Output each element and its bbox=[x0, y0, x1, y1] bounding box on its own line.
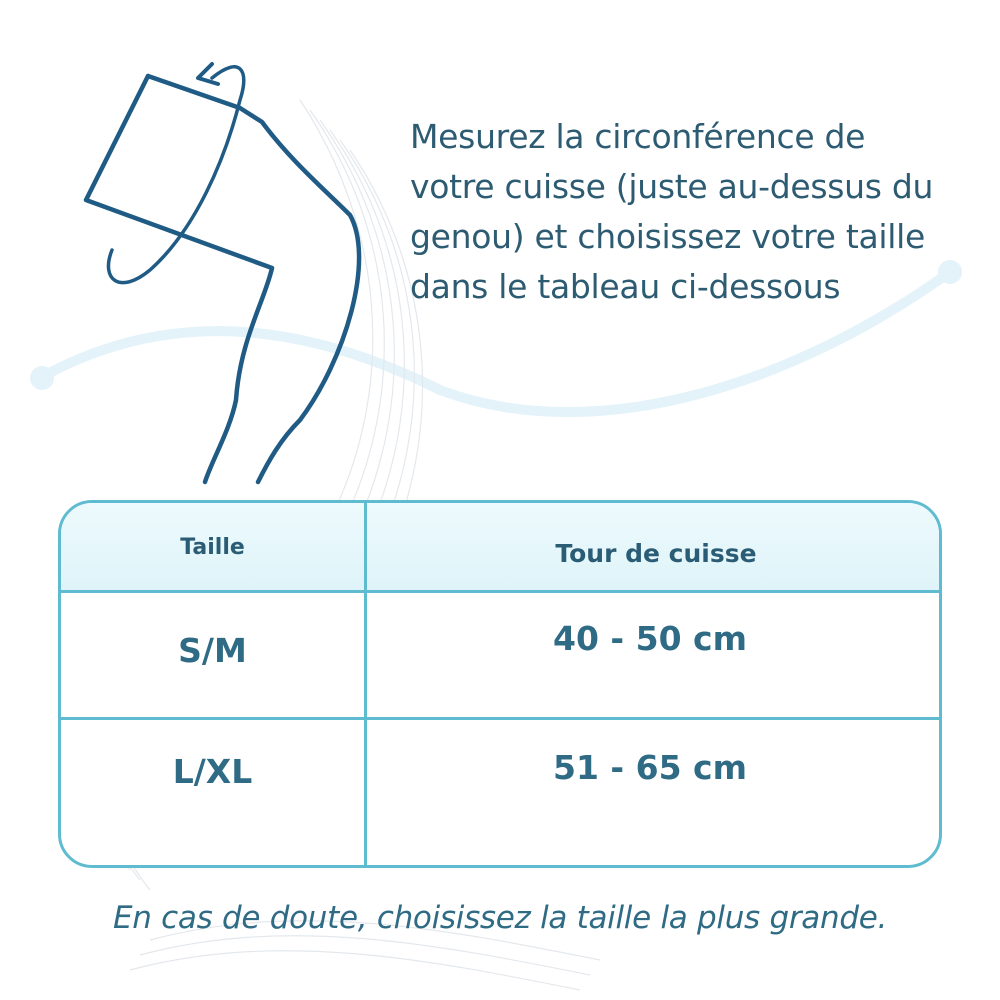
thigh-cell: 40 - 50 cm bbox=[553, 619, 747, 658]
glow-dot-left bbox=[30, 366, 54, 390]
leg-outline-icon bbox=[86, 76, 359, 482]
instruction-line: dans le tableau ci-dessous bbox=[410, 267, 841, 306]
column-divider bbox=[364, 503, 367, 865]
size-cell: S/M bbox=[178, 631, 247, 670]
table-row bbox=[61, 593, 939, 720]
header-size: Taille bbox=[180, 535, 245, 560]
table-row bbox=[61, 720, 939, 868]
thigh-cell: 51 - 65 cm bbox=[553, 748, 747, 787]
size-cell: L/XL bbox=[172, 752, 253, 791]
measurement-instructions bbox=[410, 112, 980, 312]
table-header-row bbox=[61, 503, 939, 593]
footnote: En cas de doute, choisissez la taille la plus grande. bbox=[112, 900, 888, 936]
instruction-line: votre cuisse (juste au-dessus du bbox=[410, 167, 934, 206]
instruction-line: genou) et choisissez votre taille bbox=[410, 217, 926, 256]
instruction-line: Mesurez la circonférence de bbox=[410, 117, 866, 156]
header-thigh: Tour de cuisse bbox=[555, 539, 757, 568]
size-table bbox=[58, 500, 942, 868]
